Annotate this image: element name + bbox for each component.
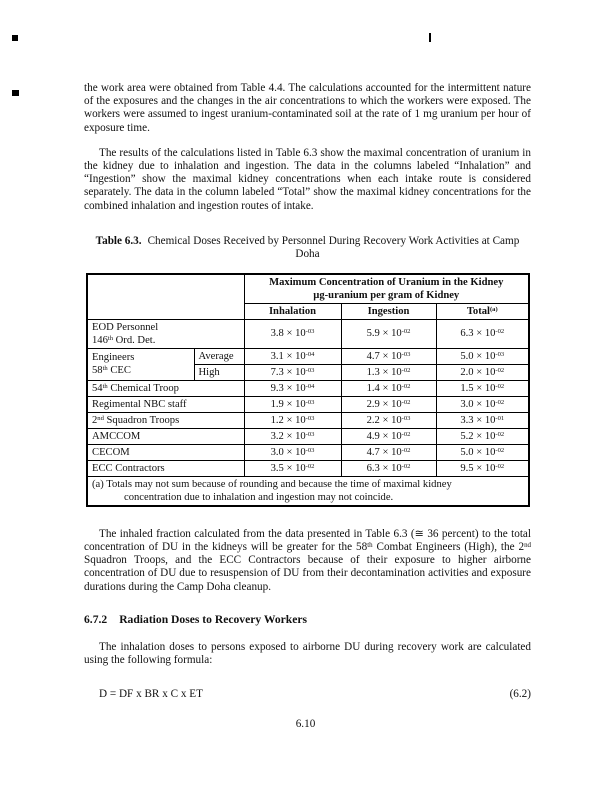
table-row-amccom <box>87 428 529 444</box>
row-label-cell: ECC Contractors <box>87 460 244 476</box>
value-cell-inhalation: $3.8 \times 10^{-03}$ <box>244 319 341 348</box>
table-caption-text: Chemical Doses Received by Personnel During Recovery Work Activities at Camp Doha <box>147 234 520 260</box>
row-label-cell: AMCCOM <box>87 428 244 444</box>
qualifier-cell: Average <box>194 348 244 364</box>
value-cell-ingestion: $1.4 \times 10^{-02}$ <box>341 380 436 396</box>
row-label-cell <box>87 348 194 380</box>
value-cell-ingestion: $1.3 \times 10^{-02}$ <box>341 364 436 380</box>
table-row-cecom <box>87 444 529 460</box>
row-label-cell: 54th Chemical Troop <box>87 380 244 396</box>
table-footnote <box>87 476 529 506</box>
footnote-line2: concentration due to inhalation and ingestion may not coincide. <box>124 491 394 503</box>
paragraph-formula-intro: The inhalation doses to persons exposed to airborne DU during recovery work are calculated using the following formula: <box>84 640 531 667</box>
page-number: 6.10 <box>295 718 316 730</box>
value-cell-total: $9.5 \times 10^{-02}$ <box>436 460 529 476</box>
row-label-cell: Regimental NBC staff <box>87 396 244 412</box>
value-cell-ingestion: $4.9 \times 10^{-02}$ <box>341 428 436 444</box>
table-row-engineers-average <box>87 348 529 364</box>
value-cell-inhalation: $3.1 \times 10^{-04}$ <box>244 348 341 364</box>
value-cell-total: $3.0 \times 10^{-02}$ <box>436 396 529 412</box>
table-row-ecc-contractors <box>87 460 529 476</box>
col-header-ingestion: Ingestion <box>341 303 436 319</box>
scan-artifact <box>429 33 431 42</box>
table-caption-label: Table 6.3. <box>95 234 142 247</box>
row-label-line1: EOD Personnel <box>92 321 159 333</box>
value-cell-ingestion: $2.2 \times 10^{-03}$ <box>341 412 436 428</box>
table-footnote-row <box>87 476 529 506</box>
section-heading <box>84 613 531 626</box>
corner-cell <box>87 274 244 320</box>
span-header-line1: Maximum Concentration of Uranium in the Kidney <box>269 276 504 288</box>
value-cell-total: $6.3 \times 10^{-02}$ <box>436 319 529 348</box>
paragraph-results: The results of the calculations listed in Table 6.3 show the maximal concentration of uranium in the kidney due to inhalation and ingestion. The data in the columns labeled “Inhalation” and “Ingestion” show the maximal kidney concentrations when each intake route is considered separately. The data in the column labeled “Total” show the maximal kidney concentrations for the combined inhalation and ingestion routes of intake. <box>84 146 531 212</box>
table-row-nbc-staff <box>87 396 529 412</box>
value-cell-ingestion: $4.7 \times 10^{-03}$ <box>341 348 436 364</box>
value-cell-total: $3.3 \times 10^{-01}$ <box>436 412 529 428</box>
value-cell-inhalation: $1.2 \times 10^{-03}$ <box>244 412 341 428</box>
scan-artifact <box>12 90 19 96</box>
row-label-line1: Engineers <box>92 352 135 364</box>
span-header-line2: µg-uranium per gram of Kidney <box>313 289 460 301</box>
value-cell-inhalation: $1.9 \times 10^{-03}$ <box>244 396 341 412</box>
row-label-cell: CECOM <box>87 444 244 460</box>
row-label-line2: 146th Ord. Det. <box>92 334 156 346</box>
row-label-cell: 2nd Squadron Troops <box>87 412 244 428</box>
equation-number: (6.2) <box>509 688 531 701</box>
table-row-squadron-troops <box>87 412 529 428</box>
value-cell-inhalation: $7.3 \times 10^{-03}$ <box>244 364 341 380</box>
equation <box>84 688 531 700</box>
row-label-line2: 58th CEC <box>92 365 131 377</box>
footnote-line1: (a) Totals may not sum because of rounding and because the time of maximal kidney <box>92 478 452 490</box>
section-number: 6.7.2 <box>84 612 108 626</box>
value-cell-ingestion: $6.3 \times 10^{-02}$ <box>341 460 436 476</box>
table-header-row <box>87 274 529 304</box>
scan-artifact <box>12 35 18 41</box>
page-content <box>84 82 531 700</box>
value-cell-ingestion: $4.7 \times 10^{-02}$ <box>341 444 436 460</box>
value-cell-ingestion: $2.9 \times 10^{-02}$ <box>341 396 436 412</box>
value-cell-ingestion: $5.9 \times 10^{-02}$ <box>341 319 436 348</box>
table-caption <box>84 235 531 261</box>
value-cell-total: $1.5 \times 10^{-02}$ <box>436 380 529 396</box>
value-cell-inhalation: $3.2 \times 10^{-03}$ <box>244 428 341 444</box>
col-header-total: Total$^{(a)}$ <box>436 303 529 319</box>
table-row-eod <box>87 319 529 348</box>
value-cell-total: $5.0 \times 10^{-02}$ <box>436 444 529 460</box>
paragraph-inhaled-fraction: The inhaled fraction calculated from the data presented in Table 6.3 (≅ 36 percent) to the total concentration of DU in the kidneys will be greater for the 58th Combat Engineers (High), the 2nd Squadron Troops, and the ECC Contractors because of their exposure to higher airborne concentration of DU due to resuspension of DU from their decontamination activities and exposure durations during the Camp Doha cleanup. <box>84 527 531 593</box>
value-cell-total: $5.2 \times 10^{-02}$ <box>436 428 529 444</box>
value-cell-inhalation: $3.5 \times 10^{-02}$ <box>244 460 341 476</box>
value-cell-total: $5.0 \times 10^{-03}$ <box>436 348 529 364</box>
row-label-cell <box>87 319 244 348</box>
value-cell-total: $2.0 \times 10^{-02}$ <box>436 364 529 380</box>
qualifier-cell: High <box>194 364 244 380</box>
table-row-chemical-troop <box>87 380 529 396</box>
span-header-cell <box>244 274 529 304</box>
equation-formula: D = DF x BR x C x ET <box>99 688 203 701</box>
paragraph-work-area: the work area were obtained from Table 4.4. The calculations accounted for the intermittent nature of the exposures and the changes in the air concentrations to which the workers were exposed. The workers were assumed to ingest uranium-contaminated soil at the rate of 1 mg uranium per hour of exposure time. <box>84 82 531 134</box>
col-header-inhalation: Inhalation <box>244 303 341 319</box>
section-title: Radiation Doses to Recovery Workers <box>119 612 308 626</box>
value-cell-inhalation: $9.3 \times 10^{-04}$ <box>244 380 341 396</box>
table-6-3 <box>86 273 530 507</box>
value-cell-inhalation: $3.0 \times 10^{-03}$ <box>244 444 341 460</box>
